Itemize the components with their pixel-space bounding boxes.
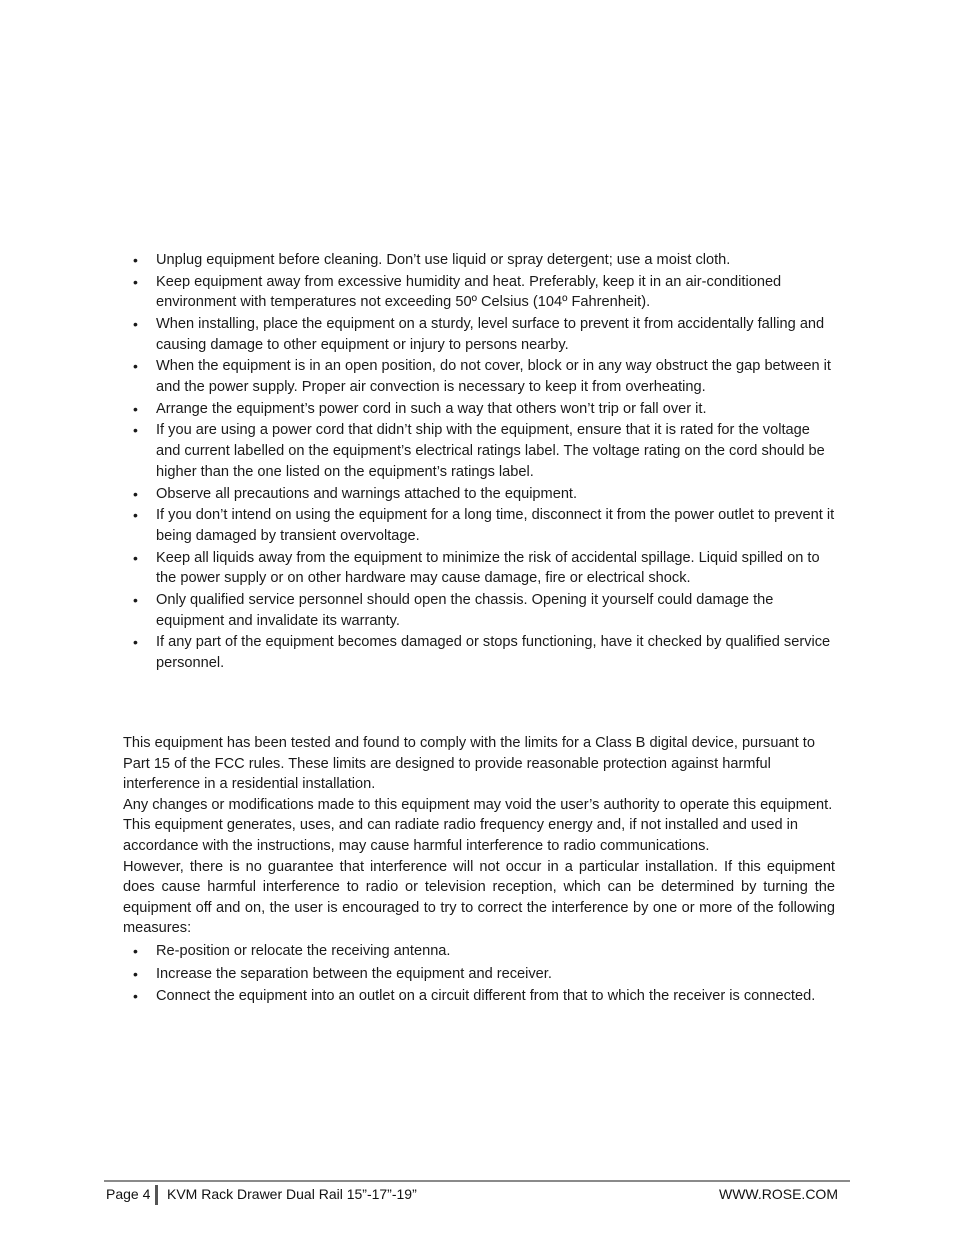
footer-divider <box>155 1185 158 1205</box>
list-item <box>123 941 835 962</box>
bullet-icon: • <box>133 634 138 651</box>
safety-item-text: When installing, place the equipment on a sturdy, level surface to prevent it from accidentally falling and causing damage to other equipment or injury to persons nearby. <box>156 315 825 353</box>
list-item <box>123 986 835 1007</box>
safety-item-text: Only qualified service personnel should open the chassis. Opening it yourself could damage the equipment and invalidate its warranty. <box>156 591 774 629</box>
fcc-paragraph-2: Any changes or modifications made to this equipment may void the user’s authority to operate this equipment. This equipment generates, uses, and can radiate radio frequency energy and, if not installed and used in accordance with the instructions, may cause harmful interference to radio communications. <box>123 796 833 854</box>
bullet-icon: • <box>133 315 138 332</box>
safety-item-text: If you are using a power cord that didn’t ship with the equipment, ensure that it is rated for the voltage and current labelled on the equipment’s electrical ratings label. The voltage rating on the cord should be higher than the one listed on the equipment’s ratings label. <box>156 422 825 480</box>
measure-text: Increase the separation between the equipment and receiver. <box>156 965 552 982</box>
safety-item-text: Keep equipment away from excessive humidity and heat. Preferably, keep it in an air-conditioned environment with temperatures not exceeding 50º Celsius (104º Fahrenheit). <box>156 273 782 311</box>
list-item <box>123 399 835 420</box>
safety-item-text: When the equipment is in an open position, do not cover, block or in any way obstruct the gap between it and the power supply. Proper air convection is necessary to keep it from overheating. <box>156 358 831 396</box>
list-item <box>123 964 835 985</box>
list-item <box>123 420 835 482</box>
list-item <box>123 505 835 547</box>
safety-item-text: If you don’t intend on using the equipment for a long time, disconnect it from the power outlet to prevent it being damaged by transient overvoltage. <box>156 507 835 544</box>
page-number: Page 4 <box>106 1186 151 1202</box>
fcc-paragraph-3: However, there is no guarantee that interference will not occur in a particular installation. If this equipment does cause harmful interference to radio or television reception, which can be determined by turning the equipment off and on, the user is encouraged to try to correct the interference by one or more of the following measures: <box>123 858 835 937</box>
bullet-icon: • <box>133 422 138 439</box>
bullet-icon: • <box>133 252 138 268</box>
footer-rule <box>104 1180 850 1182</box>
safety-item-text: Observe all precautions and warnings attached to the equipment. <box>156 485 578 502</box>
bullet-icon: • <box>133 507 138 524</box>
list-item <box>123 484 835 505</box>
bullet-icon: • <box>133 965 138 982</box>
safety-item-text: If any part of the equipment becomes damaged or stops functioning, have it checked by qualified service personnel. <box>156 634 831 672</box>
safety-list <box>123 250 835 675</box>
safety-item-text: Arrange the equipment’s power cord in such a way that others won’t trip or fall over it. <box>156 400 707 417</box>
list-item <box>123 250 835 271</box>
bullet-icon: • <box>133 988 138 1005</box>
bullet-icon: • <box>133 591 138 608</box>
fcc-statement <box>123 733 835 1007</box>
bullet-icon: • <box>133 273 138 290</box>
list-item <box>123 590 835 632</box>
list-item <box>123 632 835 674</box>
bullet-icon: • <box>133 549 138 566</box>
list-item <box>123 272 835 314</box>
document-title: KVM Rack Drawer Dual Rail 15”-17”-19” <box>167 1186 417 1202</box>
list-item <box>123 548 835 590</box>
bullet-icon: • <box>133 942 138 959</box>
website-link[interactable]: WWW.ROSE.COM <box>719 1186 838 1202</box>
bullet-icon: • <box>133 400 138 417</box>
measure-text: Connect the equipment into an outlet on a circuit different from that to which the receiver is connected. <box>156 988 816 1005</box>
safety-item-text: Unplug equipment before cleaning. Don’t use liquid or spray detergent; use a moist cloth. <box>156 252 731 268</box>
measure-text: Re-position or relocate the receiving antenna. <box>156 942 451 959</box>
fcc-measures-list <box>123 941 835 1007</box>
safety-item-text: Keep all liquids away from the equipment to minimize the risk of accidental spillage. Liquid spilled on to the power supply or on other hardware may cause damage, fire or electrical shock. <box>156 549 820 587</box>
list-item <box>123 356 835 398</box>
bullet-icon: • <box>133 485 138 502</box>
list-item <box>123 314 835 356</box>
bullet-icon: • <box>133 358 138 375</box>
fcc-paragraph-1: This equipment has been tested and found to comply with the limits for a Class B digital device, pursuant to Part 15 of the FCC rules. These limits are designed to provide reasonable protection against harmful interference in a residential installation. <box>123 735 815 793</box>
